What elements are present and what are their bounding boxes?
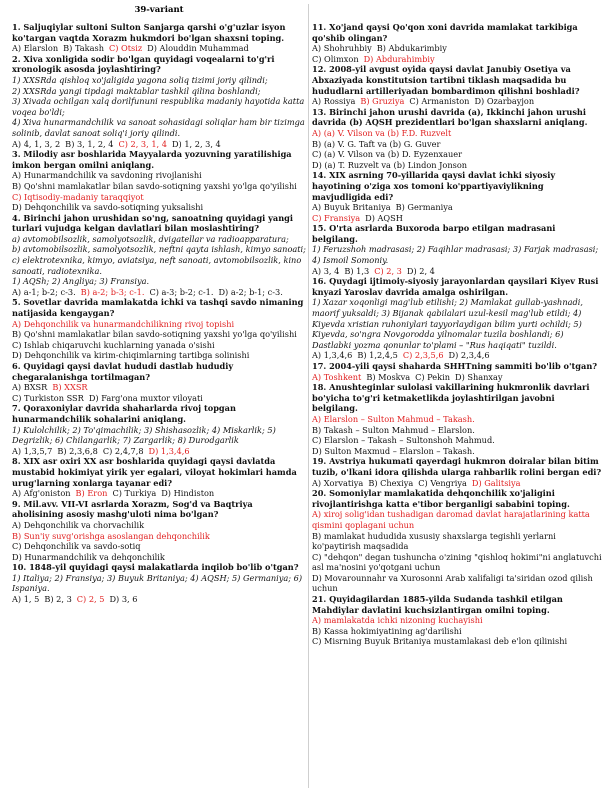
question-stem: 8. XIX asr oxiri XX asr boshlarida quyidagi qaysi davlatda mustabid hokimiyat yirik yer egalari, viloyat hokimlari hamda urug'larning xonlarga tayanar edi? xyxy=(12,456,297,488)
answer-option: B) Sun'iy suvg'orishga asoslangan dehqonchilik xyxy=(12,530,210,541)
right-column xyxy=(312,22,602,647)
answer-option: B) Germaniya xyxy=(395,202,453,213)
answer-option: C) Fransiya xyxy=(312,212,361,223)
answer-option-row xyxy=(312,478,602,489)
answer-option: A) Elarslon – Sulton Mahmud – Takash. xyxy=(312,413,475,424)
question-block xyxy=(12,22,306,54)
answer-option-row xyxy=(12,446,306,457)
answer-option: B) Abdukarimbiy xyxy=(376,43,447,54)
question-stem: 16. Quydagi ijtimoiy-siyosiy jarayonlardan qaysilari Kiyev Rusi knyazi Yaroslav davrida amalga oshirilgan. xyxy=(312,276,599,297)
left-column xyxy=(12,22,306,605)
answer-option: A) Shohruhbiy xyxy=(312,43,372,54)
question-stem: 20. Somoniylar mamlakatida dehqonchilik xo'jaligini rivojlantirishga katta e'tibor berganligi sababini toping. xyxy=(312,488,570,509)
question-statement: 1) Kulolchilik; 2) To'qimachilik; 3) Shishasozlik; 4) Miskarlik; 5) Degrizlik; 6) Chilangarlik; 7) Zargarlik; 8) Durodgarlik xyxy=(12,424,276,446)
answer-option: C) Ishlab chiqaruvchi kuchlarning yanada o'sishi xyxy=(12,339,215,350)
answer-option: A) 1,3,5,7 xyxy=(12,445,53,456)
answer-option: D) Movarounnahr va Xurosonni Arab xalifaligi ta'siridan ozod qilish uchun xyxy=(312,572,593,594)
answer-option: D) 3, 6 xyxy=(109,594,138,605)
answer-option: C) "dehqon" degan tushuncha o'zining "qishloq hokimi"ni anglatuvchi asl ma'nosini yo'qotgani uchun xyxy=(312,551,602,573)
question-stem: 18. Anushteginlar sulolasi vakillarining hukmronlik davrlari bo'yicha to'g'ri ketmaketlikda joylashtirilgan javobni belgilang. xyxy=(312,382,590,414)
answer-option-row xyxy=(12,43,306,54)
question-stem: 5. Sovetlar davrida mamlakatda ichki va tashqi savdo nimaning natijasida kengaygan? xyxy=(12,297,304,319)
answer-option: B) Kassa hokimiyatining ag'darilishi xyxy=(312,625,462,636)
question-stem: 10. 1848-yil quyidagi qaysi malakatlarda inqilob bo'lib o'tgan? xyxy=(12,562,299,573)
question-stem: 19. Avstriya hukumati qayerdagi hukmron doiralar bilan bitim tuzib, o'lkani idora qilishda ularga rahbarlik rolini bergan edi? xyxy=(312,456,602,477)
question-block xyxy=(312,64,602,106)
answer-option-row xyxy=(12,287,306,298)
question-stem: 13. Birinchi jahon urushi davrida (a), Ikkinchi jahon urushi davrida (b) AQSH prezidentlari bo'lgan shaxslarni aniqlang. xyxy=(312,106,588,128)
answer-option: C) Armaniston xyxy=(409,96,470,107)
answer-option: A) Dehqonchilik va chorvachilik xyxy=(12,519,145,530)
answer-option: B) Qo'shni mamlakatlar bilan savdo-sotiqning yaxshi yo'lga qo'yilishi xyxy=(12,329,297,340)
answer-option: A) 1, 5 xyxy=(12,594,40,605)
answer-option: B) Gruziya xyxy=(360,96,405,107)
answer-option: A) xiroj solig'idan tushadigan daromad davlat harajatlarining katta qismini qoplagani uchun xyxy=(312,509,590,530)
answer-option: A) Xorvatiya xyxy=(312,477,364,488)
answer-option: D) Hunarmandchilik va dehqonchilik xyxy=(12,551,165,562)
question-block xyxy=(312,276,602,361)
answer-option: D) Sulton Maxmud – Elarslon – Takash. xyxy=(312,445,475,456)
question-statement: 3) Xivada ochilgan xalq dorilfununi respublika madaniy hayotida katta voqea bo'ldi; xyxy=(12,96,305,117)
question-block xyxy=(12,213,306,298)
answer-option: A) mamlakatda ichki nizoning kuchayishi xyxy=(312,615,483,626)
answer-option: D) 2, 4 xyxy=(406,265,435,276)
question-block xyxy=(312,223,602,276)
answer-option-row xyxy=(312,213,602,224)
answer-option: C) 2, 3 xyxy=(374,265,402,276)
answer-option: B) Takash – Sulton Mahmud – Elarslon. xyxy=(312,424,475,435)
answer-option: D) a-2; b-1; c-3. xyxy=(218,286,283,297)
answer-option: B) 3, 1, 2, 4 xyxy=(65,138,114,149)
answer-option: C) Vengriya xyxy=(418,477,467,488)
answer-option: C) 2,4,7,8 xyxy=(102,445,144,456)
question-block xyxy=(312,170,602,223)
variant-title: 39-variant xyxy=(134,5,184,15)
question-statement: b) avtomobilsozlik, samolyotsozlik, neftni qayta ishlash, kimyo sanoati; xyxy=(12,244,306,255)
answer-option: D) Hindiston xyxy=(161,488,215,499)
question-block xyxy=(312,107,602,171)
answer-option-row xyxy=(312,202,602,213)
question-statement: 1) Italiya; 2) Fransiya; 3) Buyuk Britaniya; 4) AQSH; 5) Germaniya; 6) Ispaniya. xyxy=(12,572,303,594)
question-statement: c) elektrotexnika, kimyo, aviatsiya, neft sanoati, avtomobilsozlik, kino sanoati, radiotexnika. xyxy=(12,255,302,276)
column-divider xyxy=(308,4,309,788)
answer-option-row xyxy=(312,372,602,383)
question-stem: 7. Qoraxoniylar davrida shaharlarda rivoj topgan hunarmandchilik sohalarini aniqlang. xyxy=(12,403,236,424)
answer-option: D) 1, 2, 3, 4 xyxy=(171,138,221,149)
answer-option: C) Olimxon xyxy=(312,53,359,64)
answer-option: A) BXSR xyxy=(12,382,48,393)
answer-option: B) Chexiya xyxy=(368,477,414,488)
answer-option: A) 4, 1, 3, 2 xyxy=(12,138,61,149)
answer-option: B) Moskva xyxy=(366,371,411,382)
answer-option-row xyxy=(312,54,602,65)
question-block xyxy=(12,54,306,149)
question-statement: 1) Feruzshoh madrasasi; 2) Faqihlar madrasasi; 3) Farjak madrasasi; 4) Ismoil Somoniy. xyxy=(312,244,599,266)
answer-option: D) Dehqonchilik va kirim-chiqimlarning tartibga solinishi xyxy=(12,350,250,361)
question-block xyxy=(312,382,602,456)
answer-option: C) 2, 3, 1, 4 xyxy=(118,138,167,149)
answer-option-row xyxy=(12,382,306,393)
answer-option-row xyxy=(12,488,306,499)
question-block xyxy=(312,456,602,488)
answer-option: C) Turkiya xyxy=(112,488,157,499)
answer-option: C) Dehqonchilik va savdo-sotiq xyxy=(12,541,141,552)
answer-option: B) Takash xyxy=(63,43,104,54)
answer-option: A) Hunarmandchilik va savdoning rivojlanishi xyxy=(12,170,202,181)
answer-option-row xyxy=(312,43,602,54)
question-block xyxy=(12,403,306,456)
answer-option-row xyxy=(12,393,306,404)
question-block xyxy=(12,149,306,213)
question-stem: 1. Saljuqiylar sultoni Sulton Sanjarga qarshi o'g'uzlar isyon ko'targan vaqtda Xorazm hukmdori bo'lgan shaxsni toping. xyxy=(12,22,286,43)
answer-option: D) AQSH xyxy=(365,212,403,223)
question-block xyxy=(12,456,306,498)
question-block xyxy=(12,562,306,604)
answer-option: A) 3, 4 xyxy=(312,265,340,276)
answer-option: C) Iqtisodiy-madaniy taraqqiyot xyxy=(12,191,144,202)
answer-option: A) a-1; b-2; c-3. xyxy=(12,286,76,297)
answer-option: A) Buyuk Britaniya xyxy=(312,202,391,213)
question-stem: 6. Quyidagi qaysi davlat hududi dastlab hududiy chegaralanishga tortilmagan? xyxy=(12,361,234,382)
question-stem: 21. Quyidagilardan 1885-yilda Sudanda tashkil etilgan Mahdiylar davlatini kuchsizlantirgan omilni toping. xyxy=(312,594,563,615)
question-stem: 15. O'rta asrlarda Buxoroda barpo etilgan madrasani belgilang. xyxy=(312,223,556,244)
answer-option: C) (a) V. Vilson va (b) D. Eyzenxauer xyxy=(312,149,463,160)
answer-option: D) Alouddin Muhammad xyxy=(147,43,249,54)
answer-option-row xyxy=(312,96,602,107)
answer-option-row xyxy=(12,139,306,150)
question-block xyxy=(312,22,602,64)
question-statement: a) avtomobilsozlik, samolyotsozlik, dvigatellar va radioapparatura; xyxy=(12,233,289,244)
question-stem: 2. Xiva xonligida sodir bo'lgan quyidagi voqealarni to'g'ri xronologik asosda joylashtiring? xyxy=(12,53,275,75)
question-stem: 17. 2004-yili qaysi shaharda SHHTning sammiti bo'lib o'tgan? xyxy=(312,361,598,371)
answer-option: A) Dehqonchilik va hunarmandchilikning rivoj topishi xyxy=(12,318,235,329)
answer-option: A) (a) V. Vilson va (b) F.D. Ruzvelt xyxy=(312,127,452,138)
answer-option: A) Rossiya xyxy=(312,96,356,107)
question-stem: 12. 2008-yil avgust oyida qaysi davlat Janubiy Osetiya va Abxaziyada konstitutsion tartibni tiklash maqsadida bu hududlarni artilleriyadan bombardimon qilishni boshladi? xyxy=(312,64,580,96)
answer-option: B) Qo'shni mamlakatlar bilan savdo-sotiqning yaxshi yo'lga qo'yilishi xyxy=(12,180,297,191)
answer-option: D) Ozarbayjon xyxy=(474,96,535,107)
answer-option: D) Dehqonchilik va savdo-sotiqning yuksalishi xyxy=(12,202,204,213)
answer-option-row xyxy=(12,594,306,605)
question-statement: 4) Xiva hunarmandchilik va sanoat sohasidagi soliqlar ham bir tizimga solinib, davlat sanoat soliq'i joriy qilindi. xyxy=(12,117,305,138)
answer-option-row xyxy=(312,266,602,277)
answer-option: A) Toshkent xyxy=(312,371,362,382)
question-stem: 11. Xo'jand qaysi Qo'qon xoni davrida mamlakat tarkibiga qo'shib olingan? xyxy=(312,22,578,43)
answer-option: B) 2, 3 xyxy=(44,594,72,605)
question-stem: 3. Milodiy asr boshlarida Mayyalarda yozuvning yaratilishiga imkon bergan omilni aniqlang. xyxy=(12,149,292,170)
answer-option: C) Turkiston SSR xyxy=(12,392,84,403)
answer-option: C) a-3; b-2; c-1. xyxy=(149,286,214,297)
question-statement: 1) Xazar xoqonligi mag'lub etilishi; 2) Mamlakat gullab-yashnadi, maorif yuksaldi; 3) Bijanak qabilalari uzul-kesil mag'lub etildi; 4) Kiyevda xristian ruhoniylari tayyorlaydigan bilim yurti ochildi; 5) Kiyevda, so'ngra Novgorodda yilnomalar tuzila boshlandi; 6) Dastlabki yozma qonunlar to'plami – "Rus haqiqati" tuzildi. xyxy=(312,297,583,350)
answer-option: B) mamlakat hududida xususiy shaxslarga tegishli yerlarni ko'paytirish maqsadida xyxy=(312,530,556,552)
question-statement: 1) AQSh; 2) Angliya; 3) Fransiya. xyxy=(12,276,150,287)
answer-option: B) 1,3 xyxy=(344,265,370,276)
question-statement: 1) XXSRda qishloq xo'jaligida yagona soliq tizimi joriy qilindi; xyxy=(12,74,268,85)
answer-option: C) 2, 5 xyxy=(76,594,105,605)
answer-option: A) Afg'oniston xyxy=(12,488,71,499)
answer-option: B) 1,2,4,5 xyxy=(357,350,398,361)
question-stem: 9. Mil.avv. VII-VI asrlarda Xorazm, Sog'd va Baqtriya aholisining asosiy mashg'uloti nima bo'lgan? xyxy=(12,498,253,520)
answer-option: D) 2,3,4,6 xyxy=(448,350,490,361)
answer-option: C) Misrning Buyuk Britaniya mustamlakasi deb e'lon qilinishi xyxy=(312,636,568,647)
question-stem: 14. XIX asrning 70-yillarida qaysi davlat ichki siyosiy hayotining o'ziga xos tomoni ko'ppartiyaviylikning mavjudligida edi? xyxy=(312,170,556,202)
answer-option: C) Elarslon – Takash – Sultonshoh Mahmud. xyxy=(312,435,495,446)
answer-option: D) (a) T. Ruzvelt va (b) Lindon Jonson xyxy=(312,159,468,170)
answer-option: A) Elarslon xyxy=(12,43,59,54)
question-block xyxy=(312,361,602,382)
question-block xyxy=(12,297,306,361)
answer-option: D) Abdurahimbiy xyxy=(363,53,435,64)
question-statement: 2) XXSRda yangi tipdagi maktablar tashkil qilina boshlandi; xyxy=(12,85,261,96)
answer-option: D) Farg'ona muxtor viloyati xyxy=(88,392,203,403)
answer-option: C) Otsiz xyxy=(108,43,143,54)
answer-option: C) 2,3,5,6 xyxy=(402,350,444,361)
question-block xyxy=(312,488,602,594)
answer-option: B) (a) V. G. Taft va (b) G. Guver xyxy=(312,138,441,149)
answer-option-row xyxy=(312,350,602,361)
question-block xyxy=(12,499,306,563)
answer-option: C) Pekin xyxy=(415,371,451,382)
answer-option: B) a-2; b-3; c-1. xyxy=(80,286,145,297)
answer-option: D) Shanxay xyxy=(455,371,503,382)
question-stem: 4. Birinchi jahon urushidan so'ng, sanoatning quyidagi yangi turlari vujudga kelgan davlatlari bilan moslashtiring? xyxy=(12,212,293,234)
answer-option: B) XXSR xyxy=(52,382,88,393)
question-block xyxy=(312,594,602,647)
answer-option: B) Eron xyxy=(75,488,108,499)
answer-option: D) 1,3,4,6 xyxy=(148,445,190,456)
question-block xyxy=(12,361,306,403)
answer-option: B) 2,3,6,8 xyxy=(57,445,98,456)
answer-option: A) 1,3,4,6 xyxy=(312,350,353,361)
answer-option: D) Galitsiya xyxy=(471,477,521,488)
